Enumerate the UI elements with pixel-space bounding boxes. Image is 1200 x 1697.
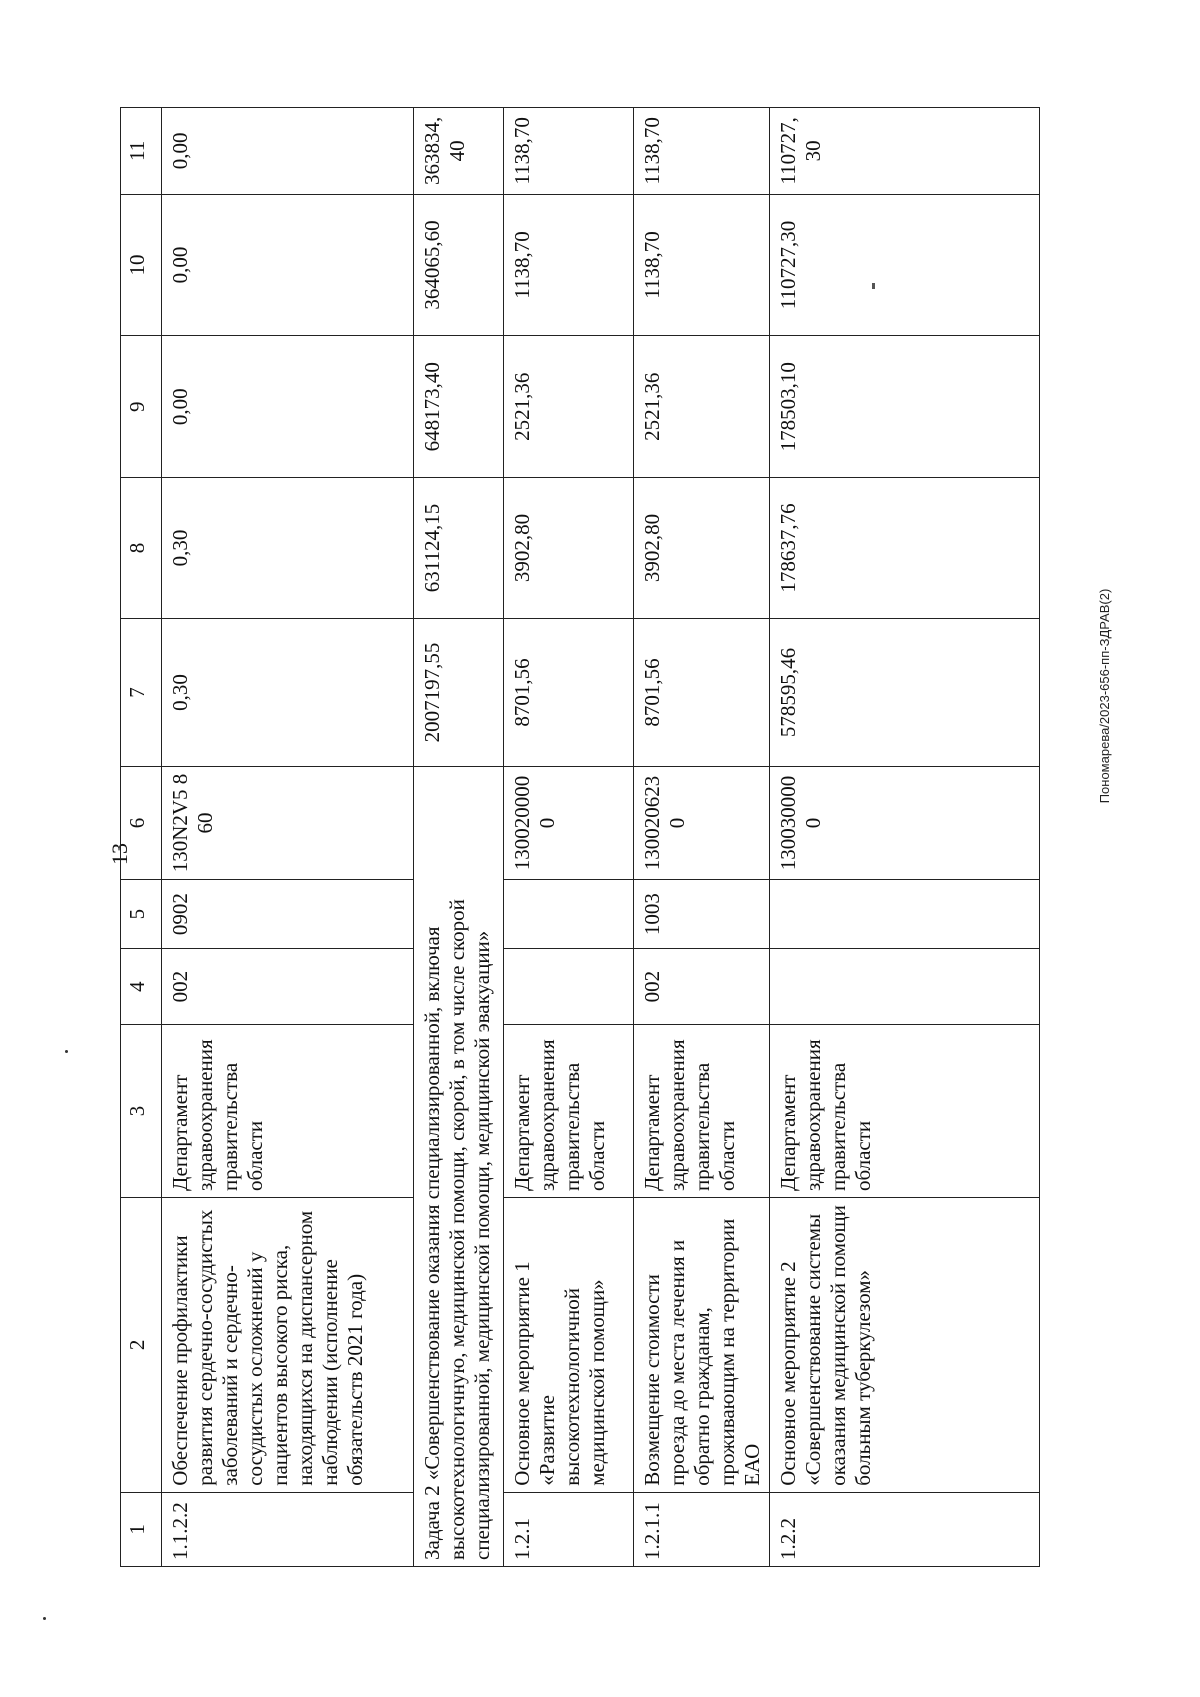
scan-speck — [65, 1050, 68, 1053]
row-rzpr — [504, 879, 634, 949]
row-csr: 130N2V5 860 — [162, 767, 414, 879]
rotated-table-container — [120, 107, 1040, 1567]
row-csr: 1300206230 — [634, 767, 770, 879]
column-header: 11 — [121, 108, 162, 195]
document-reference: Пономарева/2023-656-пп-ЗДРАВ(2) — [1097, 588, 1112, 804]
task-row — [414, 108, 504, 1567]
column-header: 6 — [121, 767, 162, 879]
row-value: 110727,30 — [770, 194, 1040, 336]
table-row — [770, 108, 1040, 1567]
column-header: 10 — [121, 194, 162, 336]
row-value: 1138,70 — [504, 194, 634, 336]
row-value: 2521,36 — [504, 336, 634, 478]
row-code: 1.2.1.1 — [634, 1492, 770, 1566]
row-value: 648173,40 — [414, 336, 504, 478]
row-grbs — [504, 949, 634, 1024]
row-name: Основное мероприятие 1 «Развитие высокотехнологичной медицинской помощи» — [504, 1198, 634, 1493]
row-name: Обеспечение профилактики развития сердечно-сосудистых заболеваний и сердечно-сосудистых осложнений у пациентов высокого риска, находящихся на диспансерном наблюдении (исполнение обязательств 2021 года) — [162, 1198, 414, 1493]
page-number: 13 — [107, 843, 132, 865]
row-value: 363834,40 — [414, 108, 504, 195]
row-csr: 1300200000 — [504, 767, 634, 879]
row-grbs: 002 — [162, 949, 414, 1024]
column-header: 9 — [121, 336, 162, 478]
budget-table — [120, 107, 1040, 1567]
row-executor: Департамент здравоохранения правительства области — [634, 1024, 770, 1197]
row-code: 1.2.1 — [504, 1492, 634, 1566]
column-header: 7 — [121, 618, 162, 766]
row-rzpr: 0902 — [162, 879, 414, 949]
table-row — [634, 108, 770, 1567]
row-value: 1138,70 — [504, 108, 634, 195]
row-value: 631124,15 — [414, 478, 504, 619]
row-value: 0,00 — [162, 108, 414, 195]
row-value: 8701,56 — [504, 618, 634, 766]
row-value: 578595,46 — [770, 618, 1040, 766]
row-value: 178503,10 — [770, 336, 1040, 478]
row-grbs: 002 — [634, 949, 770, 1024]
row-rzpr: 1003 — [634, 879, 770, 949]
row-code: 1.1.2.2 — [162, 1492, 414, 1566]
row-name: Основное мероприятие 2 «Совершенствование системы оказания медицинской помощи больным туберкулезом» — [770, 1198, 1040, 1493]
row-value: 3902,80 — [634, 478, 770, 619]
row-executor: Департамент здравоохранения правительства области — [504, 1024, 634, 1197]
row-value: 8701,56 — [634, 618, 770, 766]
column-header: 4 — [121, 949, 162, 1024]
task-title: Задача 2 «Совершенствование оказания специализированной, включая высокотехнологичную, медицинской помощи, скорой, в том числе скорой специализированной, медицинской помощи, медицинской эвакуации» — [414, 767, 504, 1567]
row-grbs — [770, 949, 1040, 1024]
row-value: 1138,70 — [634, 194, 770, 336]
row-value: 1138,70 — [634, 108, 770, 195]
column-header-row — [121, 108, 162, 1567]
row-value: 3902,80 — [504, 478, 634, 619]
row-name: Возмещение стоимости проезда до места лечения и обратно гражданам, проживающим на территории ЕАО — [634, 1198, 770, 1493]
column-header: 2 — [121, 1198, 162, 1493]
row-value: 0,00 — [162, 194, 414, 336]
column-header: 5 — [121, 879, 162, 949]
table-row — [162, 108, 414, 1567]
row-value: 0,30 — [162, 478, 414, 619]
row-value: 110727,30 — [770, 108, 1040, 195]
column-header: 3 — [121, 1024, 162, 1197]
row-value: 0,30 — [162, 618, 414, 766]
row-value: 364065,60 — [414, 194, 504, 336]
row-executor: Департамент здравоохранения правительства области — [162, 1024, 414, 1197]
column-header: 1 — [121, 1492, 162, 1566]
row-csr: 1300300000 — [770, 767, 1040, 879]
row-code: 1.2.2 — [770, 1492, 1040, 1566]
table-row — [504, 108, 634, 1567]
row-executor: Департамент здравоохранения правительства области — [770, 1024, 1040, 1197]
row-value: 178637,76 — [770, 478, 1040, 619]
row-value: 0,00 — [162, 336, 414, 478]
row-value: 2521,36 — [634, 336, 770, 478]
row-rzpr — [770, 879, 1040, 949]
scan-speck — [43, 1617, 46, 1620]
row-value: 2007197,55 — [414, 618, 504, 766]
column-header: 8 — [121, 478, 162, 619]
